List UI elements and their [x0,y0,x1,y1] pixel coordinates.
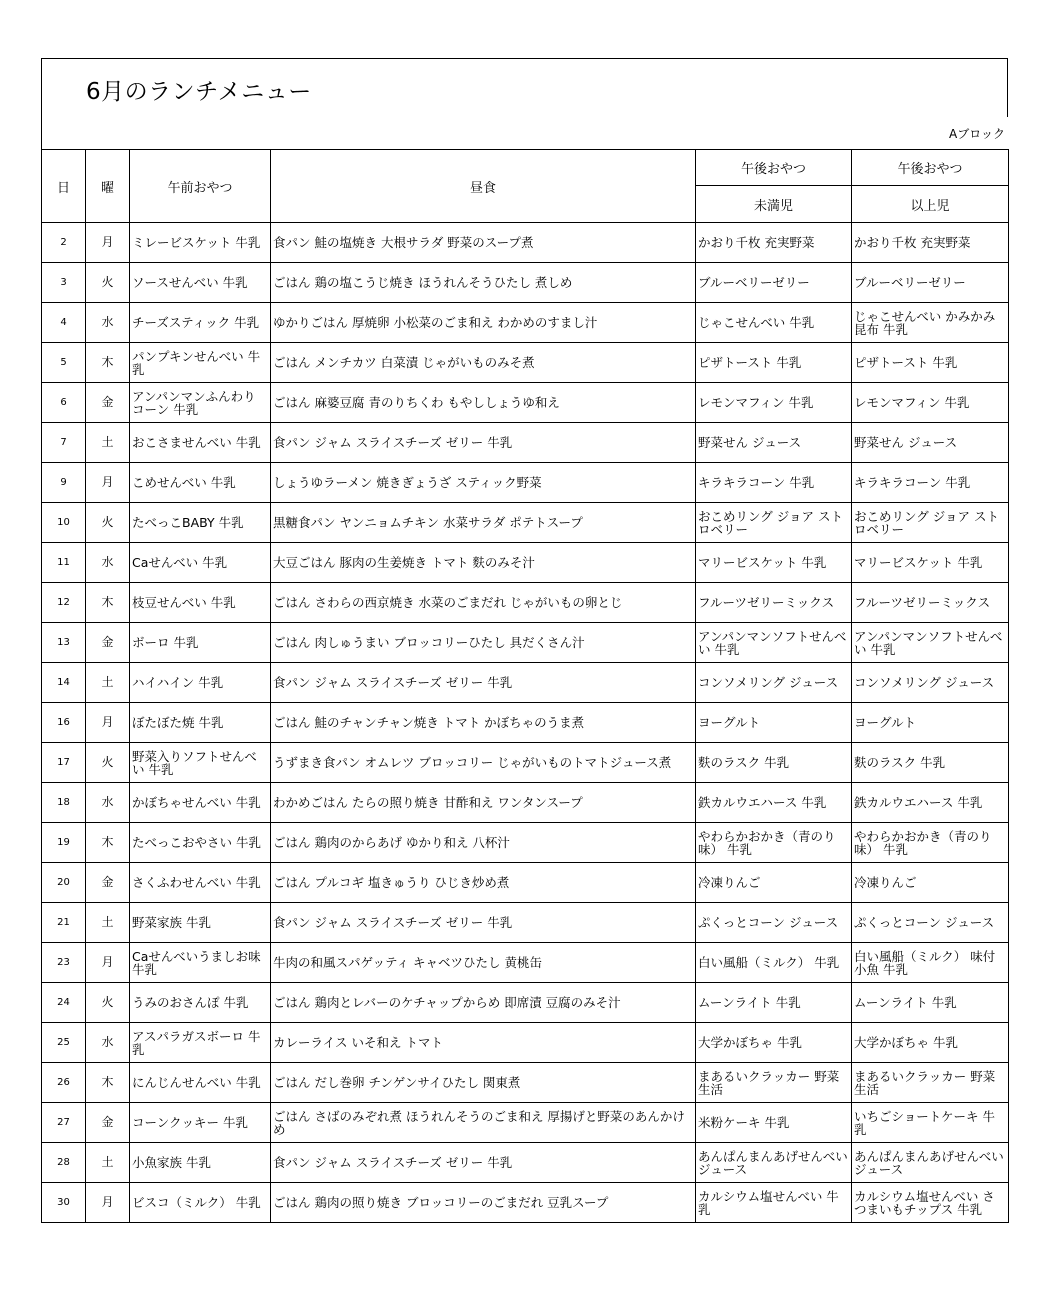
day-cell: 4 [42,303,86,343]
table-row [42,1143,1009,1183]
day-cell: 7 [42,423,86,463]
morning-snack-cell: おこさませんべい 牛乳 [130,423,271,463]
afternoon-snack-over-cell: レモンマフィン 牛乳 [852,383,1009,423]
weekday-cell: 金 [86,863,130,903]
table-row [42,1103,1009,1143]
morning-snack-cell: ソースせんべい 牛乳 [130,263,271,303]
divider [1007,59,1008,117]
weekday-cell: 月 [86,943,130,983]
afternoon-snack-under-cell: マリービスケット 牛乳 [696,543,852,583]
weekday-cell: 水 [86,543,130,583]
day-cell: 2 [42,223,86,263]
morning-snack-cell: うみのおさんぽ 牛乳 [130,983,271,1023]
table-row [42,463,1009,503]
table-row [42,623,1009,663]
table-row [42,663,1009,703]
lunch-cell: ごはん 肉しゅうまい ブロッコリーひたし 具だくさん汁 [271,623,696,663]
lunch-cell: ごはん 鶏肉のからあげ ゆかり和え 八杯汁 [271,823,696,863]
morning-snack-cell: パンプキンせんべい 牛乳 [130,343,271,383]
morning-snack-cell: かぼちゃせんべい 牛乳 [130,783,271,823]
afternoon-snack-over-cell: やわらかおかき（青のり味） 牛乳 [852,823,1009,863]
weekday-cell: 金 [86,623,130,663]
header-under: 未満児 [696,186,852,223]
lunch-cell: ゆかりごはん 厚焼卵 小松菜のごま和え わかめのすまし汁 [271,303,696,343]
lunch-cell: 食パン ジャム スライスチーズ ゼリー 牛乳 [271,423,696,463]
weekday-cell: 月 [86,703,130,743]
lunch-cell: 食パン 鮭の塩焼き 大根サラダ 野菜のスープ煮 [271,223,696,263]
lunch-cell: ごはん 鶏肉の照り焼き ブロッコリーのごまだれ 豆乳スープ [271,1183,696,1223]
morning-snack-cell: 野菜家族 牛乳 [130,903,271,943]
morning-snack-cell: ぼたぼた焼 牛乳 [130,703,271,743]
afternoon-snack-over-cell: ムーンライト 牛乳 [852,983,1009,1023]
table-row [42,703,1009,743]
lunch-cell: 牛肉の和風スパゲッティ キャベツひたし 黄桃缶 [271,943,696,983]
lunch-cell: 食パン ジャム スライスチーズ ゼリー 牛乳 [271,1143,696,1183]
table-row [42,743,1009,783]
afternoon-snack-over-cell: ヨーグルト [852,703,1009,743]
afternoon-snack-over-cell: コンソメリング ジュース [852,663,1009,703]
table-row [42,263,1009,303]
table-row [42,943,1009,983]
lunch-cell: ごはん メンチカツ 白菜漬 じゃがいものみそ煮 [271,343,696,383]
day-cell: 10 [42,503,86,543]
lunch-cell: わかめごはん たらの照り焼き 甘酢和え ワンタンスープ [271,783,696,823]
afternoon-snack-over-cell: 麩のラスク 牛乳 [852,743,1009,783]
morning-snack-cell: さくふわせんべい 牛乳 [130,863,271,903]
day-cell: 24 [42,983,86,1023]
header-weekday: 曜 [86,150,130,223]
lunch-cell: ごはん さわらの西京焼き 水菜のごまだれ じゃがいもの卵とじ [271,583,696,623]
afternoon-snack-under-cell: アンパンマンソフトせんべい 牛乳 [696,623,852,663]
morning-snack-cell: ハイハイン 牛乳 [130,663,271,703]
day-cell: 25 [42,1023,86,1063]
menu-table [41,149,1009,1223]
afternoon-snack-under-cell: 麩のラスク 牛乳 [696,743,852,783]
afternoon-snack-under-cell: やわらかおかき（青のり味） 牛乳 [696,823,852,863]
afternoon-snack-under-cell: 野菜せん ジュース [696,423,852,463]
afternoon-snack-over-cell: 冷凍りんご [852,863,1009,903]
table-row [42,1063,1009,1103]
afternoon-snack-under-cell: あんぱんまんあげせんべいジュース [696,1143,852,1183]
afternoon-snack-under-cell: まあるいクラッカー 野菜生活 [696,1063,852,1103]
afternoon-snack-over-cell: じゃこせんべい かみかみ昆布 牛乳 [852,303,1009,343]
title-area [41,58,1008,149]
day-cell: 11 [42,543,86,583]
weekday-cell: 火 [86,503,130,543]
afternoon-snack-over-cell: 野菜せん ジュース [852,423,1009,463]
morning-snack-cell: 枝豆せんべい 牛乳 [130,583,271,623]
afternoon-snack-under-cell: キラキラコーン 牛乳 [696,463,852,503]
afternoon-snack-under-cell: レモンマフィン 牛乳 [696,383,852,423]
lunch-cell: ごはん 鶏の塩こうじ焼き ほうれんそうひたし 煮しめ [271,263,696,303]
afternoon-snack-under-cell: ピザトースト 牛乳 [696,343,852,383]
table-row [42,783,1009,823]
afternoon-snack-over-cell: 鉄カルウエハース 牛乳 [852,783,1009,823]
day-cell: 14 [42,663,86,703]
weekday-cell: 月 [86,223,130,263]
morning-snack-cell: ボーロ 牛乳 [130,623,271,663]
table-row [42,1023,1009,1063]
weekday-cell: 土 [86,903,130,943]
afternoon-snack-under-cell: 米粉ケーキ 牛乳 [696,1103,852,1143]
afternoon-snack-over-cell: フルーツゼリーミックス [852,583,1009,623]
afternoon-snack-under-cell: 白い風船（ミルク） 牛乳 [696,943,852,983]
lunch-cell: ごはん だし巻卵 チンゲンサイひたし 関東煮 [271,1063,696,1103]
header-afternoon-snack-over: 午後おやつ [852,150,1009,186]
weekday-cell: 水 [86,303,130,343]
afternoon-snack-under-cell: ぷくっとコーン ジュース [696,903,852,943]
morning-snack-cell: コーンクッキー 牛乳 [130,1103,271,1143]
table-row [42,983,1009,1023]
weekday-cell: 木 [86,343,130,383]
afternoon-snack-over-cell: かおり千枚 充実野菜 [852,223,1009,263]
weekday-cell: 木 [86,583,130,623]
lunch-cell: カレーライス いそ和え トマト [271,1023,696,1063]
weekday-cell: 金 [86,1103,130,1143]
morning-snack-cell: ミレービスケット 牛乳 [130,223,271,263]
day-cell: 20 [42,863,86,903]
header-day: 日 [42,150,86,223]
weekday-cell: 水 [86,783,130,823]
lunch-cell: 食パン ジャム スライスチーズ ゼリー 牛乳 [271,663,696,703]
lunch-cell: ごはん 麻婆豆腐 青のりちくわ もやししょうゆ和え [271,383,696,423]
weekday-cell: 水 [86,1023,130,1063]
afternoon-snack-under-cell: カルシウム塩せんべい 牛乳 [696,1183,852,1223]
header-afternoon-snack-under: 午後おやつ [696,150,852,186]
afternoon-snack-over-cell: マリービスケット 牛乳 [852,543,1009,583]
day-cell: 26 [42,1063,86,1103]
afternoon-snack-under-cell: 大学かぼちゃ 牛乳 [696,1023,852,1063]
table-row [42,543,1009,583]
weekday-cell: 月 [86,1183,130,1223]
afternoon-snack-over-cell: ブルーベリーゼリー [852,263,1009,303]
afternoon-snack-over-cell: アンパンマンソフトせんべい 牛乳 [852,623,1009,663]
weekday-cell: 火 [86,263,130,303]
lunch-cell: 食パン ジャム スライスチーズ ゼリー 牛乳 [271,903,696,943]
weekday-cell: 土 [86,1143,130,1183]
afternoon-snack-under-cell: 鉄カルウエハース 牛乳 [696,783,852,823]
afternoon-snack-under-cell: ムーンライト 牛乳 [696,983,852,1023]
day-cell: 12 [42,583,86,623]
afternoon-snack-under-cell: おこめリング ジョア ストロベリー [696,503,852,543]
afternoon-snack-under-cell: ブルーベリーゼリー [696,263,852,303]
day-cell: 19 [42,823,86,863]
page-title: 6月のランチメニュー [86,79,312,105]
lunch-cell: ごはん さばのみぞれ煮 ほうれんそうのごま和え 厚揚げと野菜のあんかけめ [271,1103,696,1143]
table-row [42,343,1009,383]
afternoon-snack-under-cell: 冷凍りんご [696,863,852,903]
header-over: 以上児 [852,186,1009,223]
afternoon-snack-under-cell: じゃこせんべい 牛乳 [696,303,852,343]
table-row [42,903,1009,943]
weekday-cell: 火 [86,743,130,783]
weekday-cell: 土 [86,663,130,703]
header-lunch: 昼食 [271,150,696,223]
morning-snack-cell: チーズスティック 牛乳 [130,303,271,343]
weekday-cell: 木 [86,1063,130,1103]
afternoon-snack-over-cell: 大学かぼちゃ 牛乳 [852,1023,1009,1063]
lunch-cell: ごはん 鮭のチャンチャン焼き トマト かぼちゃのうま煮 [271,703,696,743]
morning-snack-cell: こめせんべい 牛乳 [130,463,271,503]
table-row [42,423,1009,463]
menu-sheet [41,58,1008,1223]
afternoon-snack-over-cell: あんぱんまんあげせんべいジュース [852,1143,1009,1183]
table-row [42,583,1009,623]
day-cell: 3 [42,263,86,303]
lunch-cell: 大豆ごはん 豚肉の生姜焼き トマト 麩のみそ汁 [271,543,696,583]
day-cell: 21 [42,903,86,943]
weekday-cell: 月 [86,463,130,503]
afternoon-snack-over-cell: ピザトースト 牛乳 [852,343,1009,383]
day-cell: 28 [42,1143,86,1183]
afternoon-snack-over-cell: まあるいクラッカー 野菜生活 [852,1063,1009,1103]
day-cell: 27 [42,1103,86,1143]
afternoon-snack-over-cell: 白い風船（ミルク） 味付小魚 牛乳 [852,943,1009,983]
morning-snack-cell: アンパンマンふんわりコーン 牛乳 [130,383,271,423]
afternoon-snack-under-cell: コンソメリング ジュース [696,663,852,703]
morning-snack-cell: 小魚家族 牛乳 [130,1143,271,1183]
table-row [42,863,1009,903]
lunch-cell: ごはん プルコギ 塩きゅうり ひじき炒め煮 [271,863,696,903]
morning-snack-cell: アスパラガスボーロ 牛乳 [130,1023,271,1063]
morning-snack-cell: にんじんせんべい 牛乳 [130,1063,271,1103]
morning-snack-cell: たべっこおやさい 牛乳 [130,823,271,863]
weekday-cell: 火 [86,983,130,1023]
table-row [42,1183,1009,1223]
table-row [42,823,1009,863]
afternoon-snack-over-cell: キラキラコーン 牛乳 [852,463,1009,503]
day-cell: 16 [42,703,86,743]
afternoon-snack-over-cell: おこめリング ジョア ストロベリー [852,503,1009,543]
afternoon-snack-under-cell: フルーツゼリーミックス [696,583,852,623]
lunch-cell: しょうゆラーメン 焼きぎょうざ スティック野菜 [271,463,696,503]
header-row [42,150,1009,186]
lunch-cell: うずまき食パン オムレツ ブロッコリー じゃがいものトマトジュース煮 [271,743,696,783]
morning-snack-cell: たべっこBABY 牛乳 [130,503,271,543]
lunch-cell: ごはん 鶏肉とレバーのケチャップからめ 即席漬 豆腐のみそ汁 [271,983,696,1023]
afternoon-snack-under-cell: ヨーグルト [696,703,852,743]
lunch-cell: 黒糖食パン ヤンニョムチキン 水菜サラダ ポテトスープ [271,503,696,543]
weekday-cell: 金 [86,383,130,423]
day-cell: 5 [42,343,86,383]
block-label: Aブロック [949,127,1005,141]
table-row [42,503,1009,543]
weekday-cell: 土 [86,423,130,463]
day-cell: 18 [42,783,86,823]
morning-snack-cell: Caせんべい 牛乳 [130,543,271,583]
table-row [42,223,1009,263]
day-cell: 6 [42,383,86,423]
afternoon-snack-under-cell: かおり千枚 充実野菜 [696,223,852,263]
table-row [42,383,1009,423]
morning-snack-cell: Caせんべいうましお味 牛乳 [130,943,271,983]
day-cell: 13 [42,623,86,663]
header-morning-snack: 午前おやつ [130,150,271,223]
table-row [42,303,1009,343]
afternoon-snack-over-cell: いちごショートケーキ 牛乳 [852,1103,1009,1143]
day-cell: 9 [42,463,86,503]
afternoon-snack-over-cell: カルシウム塩せんべい さつまいもチップス 牛乳 [852,1183,1009,1223]
morning-snack-cell: 野菜入りソフトせんべい 牛乳 [130,743,271,783]
morning-snack-cell: ビスコ（ミルク） 牛乳 [130,1183,271,1223]
weekday-cell: 木 [86,823,130,863]
afternoon-snack-over-cell: ぷくっとコーン ジュース [852,903,1009,943]
day-cell: 17 [42,743,86,783]
day-cell: 30 [42,1183,86,1223]
menu-body [42,223,1009,1223]
day-cell: 23 [42,943,86,983]
